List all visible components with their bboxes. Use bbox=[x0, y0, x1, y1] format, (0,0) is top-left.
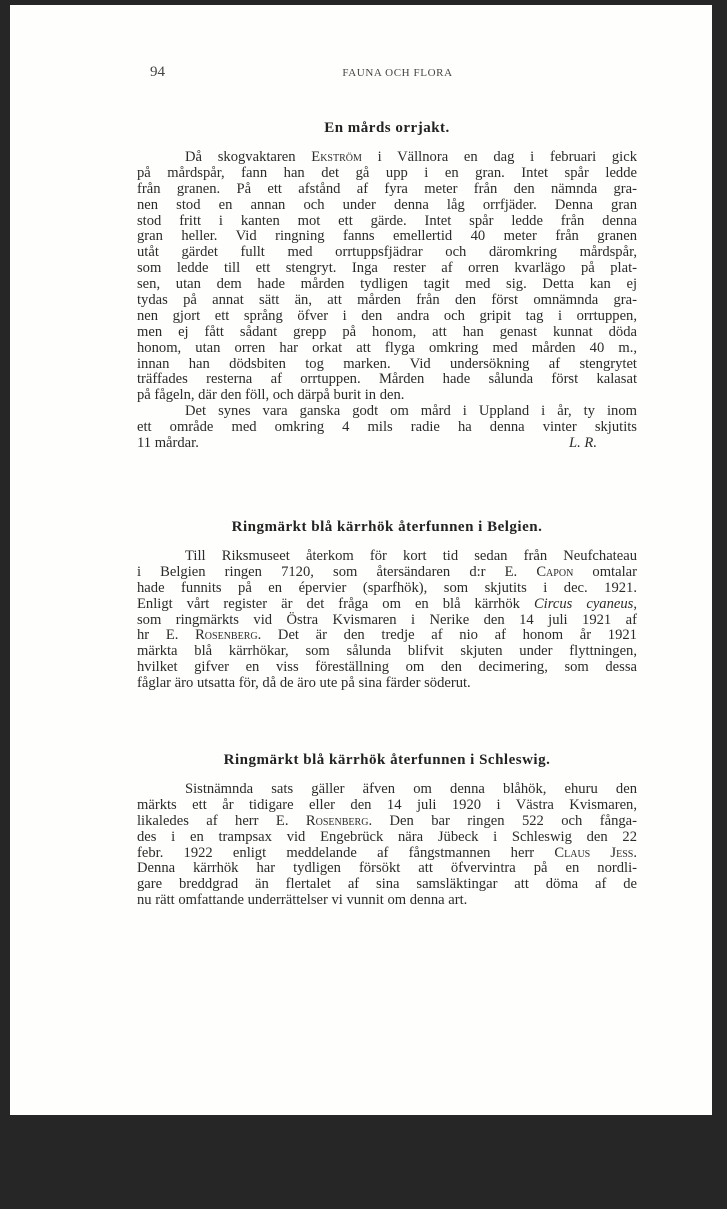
text-line bbox=[137, 229, 637, 245]
line-text: gran heller. Vid ringning fanns emellertid 40 meter från granen bbox=[137, 228, 637, 245]
text-line bbox=[137, 261, 637, 277]
text-line bbox=[137, 357, 637, 373]
line-text: . bbox=[633, 844, 637, 861]
person-name: Ekström bbox=[311, 149, 362, 165]
line-text: utåt gärdet fullt med orrtuppsfjädrar och däromkring mårdspår, bbox=[137, 244, 637, 261]
species-name: Circus cyaneus bbox=[533, 595, 634, 612]
line-text: stod fritt i kanten mot ett gärde. Intet spår ledde från denna bbox=[137, 212, 637, 229]
line-text: men ej fått sådant grepp på honom, att han genast kunnat döda bbox=[137, 323, 637, 340]
text-line bbox=[137, 182, 637, 198]
line-text: hvilket gifver en viss föreställning om den decimering, som dessa bbox=[137, 659, 637, 676]
line-text: nen stod en annan och under denna låg orrfjäder. Denna gran bbox=[137, 196, 637, 213]
line-text: Sistnämnda sats gäller äfven om denna blåhök, ehuru den bbox=[185, 781, 637, 797]
line-text: sen, utan dem hade mården tydligen tagit med sig. Detta kan ej bbox=[137, 276, 637, 293]
line-text: gare breddgrad än flertalet af sina samsläktingar att döma af de bbox=[137, 876, 637, 893]
text-line bbox=[137, 341, 637, 357]
article-title: Ringmärkt blå kärrhök återfunnen i Belgien. bbox=[231, 519, 543, 535]
page-number: 94 bbox=[150, 64, 165, 80]
text-line bbox=[137, 565, 637, 581]
line-text: som ringmärkts vid Östra Kvismaren i Nerike den 14 juli 1921 af bbox=[137, 611, 637, 628]
text-line bbox=[137, 581, 637, 597]
scanned-page bbox=[10, 5, 712, 1115]
line-text: träffades resterna af orrtuppen. Mården hade sålunda först kalasat bbox=[137, 371, 637, 388]
line-text: des i en trampsax vid Engebrück nära Jübeck i Schleswig den 22 bbox=[137, 828, 637, 845]
line-text: märkts ett år tidigare eller den 14 juli 1920 i Västra Kvismaren, bbox=[137, 796, 637, 813]
text-line bbox=[137, 198, 637, 214]
line-text: märkta blå kärrhökar, som sålunda blifvit skjuten under flyttningen, bbox=[137, 643, 637, 660]
text-line bbox=[137, 245, 637, 261]
line-text: Det synes vara ganska godt om mård i Uppland i år, ty inom bbox=[185, 403, 637, 420]
text-line bbox=[137, 877, 637, 893]
text-line bbox=[137, 628, 637, 644]
text-line bbox=[137, 293, 637, 309]
line-text: Enligt vårt register är det fråga om en blå kärrhök bbox=[137, 595, 534, 612]
text-line bbox=[137, 372, 637, 388]
text-line bbox=[137, 660, 637, 676]
line-text: i Vällnora en dag i februari gick bbox=[361, 149, 637, 165]
text-line bbox=[137, 150, 637, 166]
person-name: Rosenberg bbox=[305, 812, 369, 829]
text-line bbox=[137, 325, 637, 341]
text-line bbox=[137, 549, 637, 565]
line-text: Denna kärrhök har tydligen försökt att öfvervintra på en nordli- bbox=[137, 860, 637, 877]
article-marten-grouse-hunt bbox=[137, 120, 637, 452]
text-line bbox=[137, 644, 637, 660]
line-text: likaledes af herr E. bbox=[137, 812, 306, 829]
article-harrier-belgium bbox=[137, 519, 637, 692]
text-line bbox=[137, 782, 637, 798]
text-line bbox=[137, 597, 637, 613]
line-text: . Den bar ringen 522 och fånga- bbox=[368, 812, 638, 829]
line-text: från granen. På ett afstånd af fyra meter från den nämnda gra- bbox=[137, 180, 637, 197]
person-name: Rosenberg bbox=[195, 627, 258, 644]
text-line bbox=[137, 830, 637, 846]
line-text: hade funnits på en épervier (sparfhök), som skjutits i dec. 1921. bbox=[137, 579, 637, 596]
text-line bbox=[137, 846, 637, 862]
article-harrier-schleswig bbox=[137, 752, 637, 909]
line-text: Till Riksmuseet återkom för kort tid sedan från Neufchateau bbox=[185, 548, 637, 564]
line-text: fåglar äro utsatta för, då de äro ute på sina färder söderut. bbox=[137, 675, 471, 692]
text-line bbox=[137, 893, 637, 909]
line-text: . Det är den tredje af nio af honom år 1921 bbox=[257, 627, 637, 644]
article-title: En mårds orrjakt. bbox=[324, 120, 450, 136]
line-text: honom, utan orren har orkat att flyga omkring med mården 40 m., bbox=[137, 339, 637, 356]
line-text: nen gjort ett språng öfver i den andra och gripit tag i orrtuppen, bbox=[137, 307, 637, 324]
text-line bbox=[137, 676, 637, 692]
person-name: Capon bbox=[536, 563, 574, 580]
line-text: febr. 1922 enligt meddelande af fångstmannen herr bbox=[137, 844, 555, 861]
line-text: Då skogvaktaren bbox=[185, 149, 312, 165]
line-text: hr E. bbox=[137, 627, 196, 644]
text-line bbox=[137, 798, 637, 814]
author-signature: L. R. bbox=[569, 435, 597, 452]
line-text: tydas på annat sätt än, att mården från den först omnämnda gra- bbox=[137, 292, 637, 309]
line-text: som ledde till ett stengryt. Inga rester af orren kvarlägo på plat- bbox=[137, 260, 637, 277]
line-text: ett område med omkring 4 mils radie ha denna vinter skjutits bbox=[137, 419, 637, 436]
text-line bbox=[137, 861, 637, 877]
line-text: nu rätt omfattande underrättelser vi vunnit om denna art. bbox=[137, 892, 468, 909]
text-line bbox=[137, 309, 637, 325]
text-line bbox=[137, 214, 637, 230]
text-line bbox=[137, 814, 637, 830]
line-text: i Belgien ringen 7120, som återsändaren d:r E. bbox=[137, 563, 537, 580]
running-head: FAUNA OCH FLORA bbox=[342, 67, 453, 79]
text-line bbox=[137, 388, 637, 404]
line-text: omtalar bbox=[573, 563, 637, 580]
text-line bbox=[137, 166, 637, 182]
line-text: på mårdspår, fann han det gå upp i en gran. Intet spår ledde bbox=[137, 164, 637, 181]
text-line bbox=[137, 277, 637, 293]
article-title: Ringmärkt blå kärrhök återfunnen i Schleswig. bbox=[223, 752, 551, 768]
text-line bbox=[137, 420, 637, 436]
text-line bbox=[137, 613, 637, 629]
line-text: , bbox=[633, 595, 637, 612]
person-name: Claus Jess bbox=[554, 844, 634, 861]
text-line bbox=[137, 404, 637, 420]
line-text: 11 mårdar. bbox=[137, 435, 199, 452]
line-text: innan han dödsbiten tog marken. Vid undersökning af stengrytet bbox=[137, 355, 637, 372]
text-line bbox=[137, 436, 637, 452]
line-text: på fågeln, där den föll, och därpå burit in den. bbox=[137, 387, 405, 404]
